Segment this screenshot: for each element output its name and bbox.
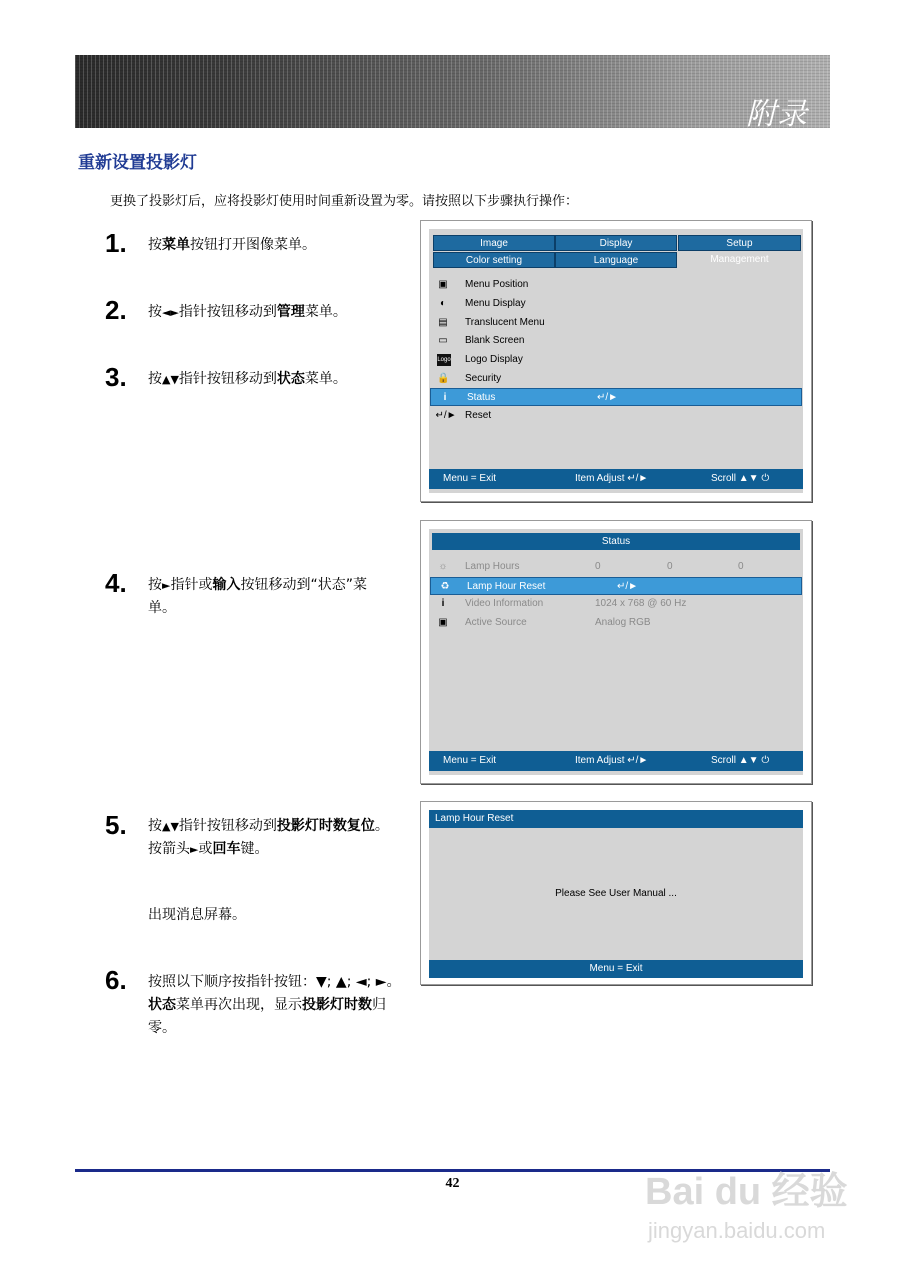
status-label: Lamp Hours [465, 561, 520, 572]
info-icon: i [443, 392, 447, 403]
menu-item-label: Translucent Menu [465, 317, 545, 328]
step-text-part: 菜单。 [304, 304, 347, 320]
up-down-arrow-icon: ▲▼ [162, 373, 179, 386]
menu-item-label: Blank Screen [465, 335, 525, 346]
step-6-text [148, 971, 403, 1040]
arrow-sequence-icons: ▼; ▲; ◄; ►。 [316, 974, 401, 990]
step-text-part: 指针按钮移动到 [178, 371, 277, 387]
step-1-number: 1. [105, 228, 127, 258]
step-4-number: 4. [105, 568, 127, 598]
step-text-bold: 菜单 [162, 237, 190, 253]
menu-item-logo-display[interactable] [429, 351, 803, 369]
tab-display[interactable]: Display [555, 235, 677, 251]
step-text-bold: 投影灯时数 [302, 997, 372, 1013]
status-value: 0 [595, 561, 601, 572]
status-row-video-information [429, 595, 803, 613]
osd-footer [429, 751, 803, 771]
left-right-arrow-icon: ◄► [162, 306, 179, 319]
menu-item-label: Status [467, 392, 496, 403]
enter-right-icon: ↵/► [617, 581, 639, 592]
status-value: 0 [667, 561, 673, 572]
osd-lamp-hour-reset [420, 801, 812, 985]
status-value: 0 [738, 561, 744, 572]
step-2-text [148, 301, 403, 324]
osd-management-menu [420, 220, 812, 502]
logo-icon: Logo [437, 354, 451, 366]
right-arrow-icon: ► [162, 579, 171, 592]
menu-item-blank-screen[interactable] [429, 332, 803, 350]
status-label: Video Information [465, 598, 544, 609]
status-value: 1024 x 768 @ 60 Hz [595, 598, 687, 609]
menu-item-translucent-menu[interactable] [429, 314, 803, 332]
header-banner [75, 55, 830, 132]
step-text-part: 归零。 [148, 997, 386, 1036]
lamp-reset-icon: ♻ [440, 581, 450, 592]
right-arrow-icon: ► [190, 843, 199, 856]
tab-color-setting[interactable]: Color setting [433, 252, 555, 268]
status-value: Analog RGB [595, 617, 651, 628]
osd-footer: Menu = Exit [429, 960, 803, 978]
step-2-number: 2. [105, 295, 127, 325]
step-text-part: 指针按钮移动到 [178, 818, 277, 834]
step-1-text [148, 234, 403, 257]
osd-body [429, 229, 803, 493]
status-label: Lamp Hour Reset [467, 581, 546, 592]
step-text-bold: 投影灯时数复位 [276, 818, 375, 834]
item-adjust-hint: Item Adjust ↵/► [575, 473, 649, 484]
menu-exit-hint: Menu = Exit [443, 755, 497, 766]
step-text-bold: 回车 [212, 841, 241, 857]
enter-right-icon: ↵/► [597, 392, 619, 403]
step-text-part: 键。 [240, 841, 269, 857]
tab-setup[interactable]: Setup [678, 235, 801, 251]
osd-footer [429, 469, 803, 489]
menu-position-icon: ▣ [438, 279, 448, 290]
blank-screen-icon: ▭ [438, 335, 448, 346]
step-3-number: 3. [105, 362, 127, 392]
source-icon: ▣ [438, 617, 448, 628]
watermark-brand: Bai du 经验 [645, 1171, 848, 1213]
menu-item-label: Logo Display [465, 354, 523, 365]
status-row-lamp-hours [429, 558, 803, 576]
step-text-part: 菜单。 [304, 371, 347, 387]
step-text-part: 按 [148, 371, 162, 387]
tab-language[interactable]: Language [555, 252, 677, 268]
step-3-text [148, 368, 403, 391]
step-text-part: 或 [198, 841, 213, 857]
menu-item-label: Reset [465, 410, 492, 421]
menu-item-label: Menu Display [465, 298, 526, 309]
menu-item-label: Menu Position [465, 279, 529, 290]
status-label: Active Source [465, 617, 527, 628]
message-screen-note: 出现消息屏幕。 [148, 907, 246, 923]
scroll-hint: Scroll ▲▼ ⏻ [711, 473, 770, 484]
menu-item-label: Security [465, 373, 502, 384]
step-text-part: 。按箭头 [148, 818, 389, 857]
up-down-arrow-icon: ▲▼ [162, 820, 179, 833]
page-number: 42 [445, 1176, 460, 1191]
step-text-part: 按 [148, 577, 162, 593]
status-row-lamp-hour-reset[interactable] [430, 577, 802, 595]
menu-item-status[interactable] [430, 388, 802, 406]
lamp-icon: ☼ [438, 561, 448, 572]
step-4-text [148, 574, 388, 620]
osd-body [429, 529, 803, 775]
info-icon: i [441, 598, 445, 609]
menu-item-reset[interactable] [429, 407, 803, 425]
step-text-bold: 管理 [276, 304, 305, 320]
step-5-text [148, 815, 398, 861]
step-text-bold: 状态 [276, 371, 305, 387]
step-text-part: 按钮移动到“状态”菜单。 [148, 577, 367, 616]
step-text-part: 按钮打开图像菜单。 [190, 237, 316, 253]
menu-display-icon: ◐ [439, 298, 447, 309]
step-text-part: 按 [148, 237, 162, 253]
header-title: 附录 [746, 97, 808, 132]
osd-status-title: Status [432, 533, 800, 550]
step-6-number: 6. [105, 965, 127, 995]
step-text-part: 指针按钮移动到 [178, 304, 277, 320]
step-text-part: 按照以下顺序按指针按钮： [148, 974, 316, 990]
step-text-bold: 输入 [212, 577, 241, 593]
step-5-number: 5. [105, 810, 127, 840]
menu-item-security[interactable] [429, 370, 803, 388]
step-text-part: 按 [148, 304, 162, 320]
menu-item-menu-position[interactable] [429, 276, 803, 294]
scroll-hint: Scroll ▲▼ ⏻ [711, 755, 770, 766]
step-text-part: 指针或 [170, 577, 213, 593]
menu-item-menu-display[interactable] [429, 295, 803, 313]
step-text-part: 按 [148, 818, 162, 834]
item-adjust-hint: Item Adjust ↵/► [575, 755, 649, 766]
section-title: 重新设置投影灯 [78, 153, 197, 173]
watermark-url: jingyan.baidu.com [648, 1218, 826, 1243]
osd-reset-message: Please See User Manual ... [555, 888, 677, 899]
status-row-active-source [429, 614, 803, 632]
translucent-menu-icon: ▤ [438, 317, 448, 328]
lock-icon: 🔒 [437, 373, 450, 384]
osd-body [429, 810, 803, 976]
menu-exit-hint: Menu = Exit [443, 473, 497, 484]
osd-reset-title: Lamp Hour Reset [429, 810, 803, 828]
tab-management[interactable]: Management [678, 252, 801, 268]
tab-image[interactable]: Image [433, 235, 555, 251]
step-text-part: 菜单再次出现，显示 [176, 997, 302, 1013]
osd-status-menu [420, 520, 812, 784]
enter-right-icon: ↵/► [435, 410, 457, 421]
step-text-bold: 状态 [148, 997, 176, 1013]
intro-text: 更换了投影灯后，应将投影灯使用时间重新设置为零。请按照以下步骤执行操作： [110, 194, 579, 209]
